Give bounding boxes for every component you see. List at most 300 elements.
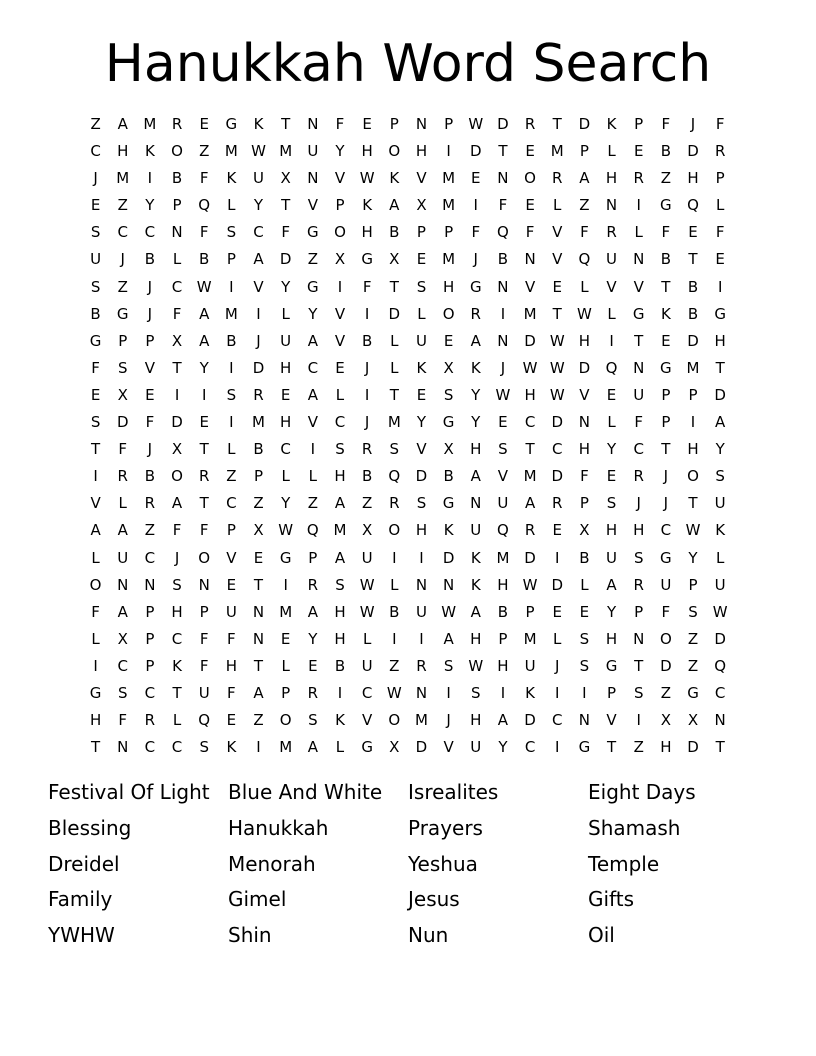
grid-letter: H	[280, 413, 292, 432]
grid-letter: I	[690, 413, 696, 432]
grid-letter: O	[279, 711, 292, 730]
grid-letter: O	[171, 142, 183, 161]
grid-letter: H	[415, 521, 428, 540]
grid-letter: R	[524, 521, 536, 540]
grid-letter: R	[171, 115, 183, 133]
grid-letter: F	[661, 223, 671, 242]
grid-letter: M	[333, 521, 347, 540]
grid-letter: B	[687, 304, 699, 323]
grid-letter: I	[582, 683, 587, 702]
grid-letter: P	[226, 521, 236, 540]
grid-letter: K	[443, 521, 454, 540]
grid-letter: F	[715, 223, 725, 242]
grid-letter: E	[280, 385, 291, 404]
grid-letter: A	[307, 602, 318, 621]
grid-letter: V	[416, 440, 427, 459]
grid-letter: X	[579, 521, 590, 540]
grid-letter: I	[310, 440, 316, 459]
grid-letter: Z	[117, 196, 128, 215]
grid-letter: E	[471, 169, 481, 188]
grid-letter: N	[415, 683, 428, 702]
grid-row	[82, 599, 734, 626]
grid-letter: Z	[90, 115, 101, 133]
grid-letter: T	[199, 494, 209, 513]
grid-letter: V	[443, 738, 454, 757]
grid-letter: H	[225, 656, 237, 675]
grid-letter: F	[172, 304, 182, 323]
grid-letter: F	[118, 440, 128, 459]
grid-letter: H	[497, 575, 509, 594]
word-list-item: Temple	[588, 851, 660, 876]
grid-letter: T	[606, 738, 617, 757]
grid-letter: B	[144, 250, 156, 269]
grid-letter: X	[389, 250, 400, 269]
grid-letter: I	[419, 548, 424, 567]
grid-letter: V	[90, 494, 101, 513]
grid-letter: B	[226, 331, 237, 350]
grid-letter: A	[307, 738, 318, 757]
grid-row	[82, 734, 734, 761]
letter-grid	[82, 111, 734, 761]
grid-letter: L	[553, 629, 562, 648]
grid-letter: I	[419, 629, 424, 648]
grid-letter: L	[715, 196, 725, 215]
grid-letter: L	[281, 467, 290, 486]
grid-letter: X	[253, 521, 264, 540]
grid-letter: D	[524, 548, 536, 567]
grid-letter: P	[688, 575, 698, 594]
grid-letter: F	[715, 115, 725, 133]
grid-letter: S	[335, 440, 345, 459]
grid-letter: K	[389, 169, 400, 188]
grid-letter: W	[549, 358, 565, 377]
grid-letter: H	[280, 358, 292, 377]
grid-letter: V	[334, 169, 346, 188]
grid-letter: O	[659, 629, 672, 648]
grid-letter: P	[661, 413, 671, 432]
grid-letter: M	[252, 413, 265, 432]
grid-letter: X	[660, 711, 671, 730]
grid-letter: V	[144, 358, 156, 377]
grid-row	[82, 192, 734, 219]
grid-letter: L	[118, 494, 127, 513]
grid-letter: I	[283, 575, 288, 594]
grid-letter: P	[444, 223, 454, 242]
grid-letter: Z	[579, 196, 590, 215]
grid-letter: N	[633, 250, 645, 269]
grid-letter: G	[687, 683, 699, 702]
grid-letter: E	[362, 115, 372, 133]
grid-letter: B	[389, 602, 400, 621]
grid-letter: E	[633, 142, 644, 161]
grid-letter: E	[253, 548, 264, 567]
grid-letter: L	[172, 250, 182, 269]
grid-letter: C	[280, 440, 291, 459]
grid-letter: K	[335, 711, 345, 730]
grid-letter: A	[117, 115, 128, 133]
grid-row	[82, 409, 734, 436]
grid-letter: C	[633, 440, 644, 459]
grid-letter: E	[606, 385, 617, 404]
grid-row	[82, 463, 734, 490]
grid-letter: D	[687, 331, 699, 350]
grid-letter: F	[227, 629, 236, 648]
grid-letter: P	[688, 385, 698, 404]
grid-letter: V	[334, 331, 346, 350]
grid-letter: J	[93, 169, 98, 188]
grid-letter: J	[364, 358, 370, 377]
grid-letter: H	[470, 711, 482, 730]
grid-letter: N	[144, 575, 156, 594]
grid-letter: L	[281, 656, 290, 675]
grid-letter: N	[252, 602, 265, 621]
grid-letter: B	[171, 169, 183, 188]
grid-letter: N	[497, 169, 509, 188]
grid-letter: C	[144, 223, 156, 242]
grid-row	[82, 707, 734, 734]
grid-letter: R	[253, 385, 264, 404]
grid-letter: K	[470, 358, 481, 377]
grid-letter: V	[226, 548, 237, 567]
grid-letter: P	[308, 548, 318, 567]
grid-letter: M	[224, 304, 238, 323]
grid-letter: X	[117, 385, 128, 404]
grid-letter: T	[90, 738, 101, 757]
grid-letter: I	[717, 277, 723, 296]
grid-letter: X	[334, 250, 346, 269]
grid-letter: D	[171, 413, 183, 432]
grid-letter: P	[634, 602, 644, 621]
grid-letter: C	[714, 683, 726, 702]
grid-letter: Y	[471, 413, 481, 432]
grid-letter: N	[633, 358, 645, 377]
grid-letter: E	[498, 413, 508, 432]
grid-letter: S	[172, 575, 182, 594]
grid-letter: C	[171, 738, 183, 757]
grid-letter: C	[171, 629, 183, 648]
grid-letter: A	[307, 331, 318, 350]
grid-letter: D	[524, 331, 536, 350]
grid-letter: P	[634, 115, 644, 133]
grid-letter: E	[552, 602, 562, 621]
grid-letter: X	[416, 196, 427, 215]
grid-letter: Y	[416, 413, 427, 432]
grid-letter: P	[416, 223, 426, 242]
grid-letter: M	[116, 169, 130, 188]
grid-letter: I	[364, 304, 370, 323]
grid-letter: N	[497, 277, 509, 296]
word-list-item: Festival Of Light	[48, 780, 210, 804]
grid-letter: J	[500, 358, 506, 377]
word-list-item: Nun	[408, 923, 449, 948]
grid-letter: P	[715, 169, 725, 188]
word-list-item: Menorah	[228, 851, 316, 876]
grid-letter: V	[416, 169, 427, 188]
grid-letter: W	[522, 575, 538, 594]
grid-letter: D	[578, 115, 591, 133]
grid-letter: D	[551, 575, 564, 594]
grid-letter: J	[147, 304, 153, 323]
grid-letter: L	[580, 575, 589, 594]
grid-row	[82, 517, 734, 544]
grid-letter: W	[685, 521, 701, 540]
grid-letter: U	[633, 385, 645, 404]
grid-letter: I	[392, 629, 397, 648]
grid-row	[82, 301, 734, 328]
grid-letter: S	[226, 223, 237, 242]
grid-letter: H	[117, 142, 129, 161]
grid-letter: F	[525, 223, 535, 242]
grid-letter: H	[171, 602, 183, 621]
grid-letter: U	[253, 169, 264, 188]
grid-letter: U	[524, 656, 536, 675]
grid-letter: A	[171, 494, 183, 513]
word-list-item: Gimel	[228, 887, 287, 912]
grid-letter: I	[256, 738, 261, 757]
grid-letter: L	[281, 304, 290, 323]
grid-letter: O	[198, 548, 211, 567]
grid-letter: G	[89, 331, 102, 350]
grid-letter: I	[147, 169, 153, 188]
grid-row	[82, 328, 734, 355]
grid-letter: A	[334, 494, 346, 513]
grid-letter: D	[714, 385, 726, 404]
grid-letter: T	[552, 115, 562, 133]
grid-letter: F	[199, 656, 209, 675]
grid-letter: M	[143, 115, 157, 133]
grid-letter: B	[660, 250, 671, 269]
grid-letter: R	[144, 494, 156, 513]
grid-letter: U	[606, 250, 618, 269]
grid-letter: P	[145, 656, 155, 675]
grid-letter: Z	[362, 494, 373, 513]
grid-letter: I	[201, 385, 207, 404]
grid-letter: W	[386, 683, 402, 702]
grid-letter: I	[636, 711, 641, 730]
grid-letter: K	[715, 521, 726, 540]
grid-letter: A	[253, 250, 264, 269]
grid-letter: E	[579, 602, 590, 621]
grid-letter: L	[91, 548, 100, 567]
grid-letter: Z	[307, 250, 318, 269]
grid-letter: A	[117, 521, 128, 540]
grid-letter: V	[606, 277, 617, 296]
grid-letter: T	[552, 304, 562, 323]
grid-row	[82, 626, 734, 653]
grid-letter: E	[335, 358, 345, 377]
grid-letter: E	[552, 521, 562, 540]
grid-row	[82, 274, 734, 301]
grid-letter: Y	[471, 385, 481, 404]
grid-letter: A	[606, 575, 617, 594]
grid-letter: W	[522, 358, 538, 377]
grid-letter: E	[552, 277, 562, 296]
grid-letter: C	[551, 711, 563, 730]
grid-letter: E	[199, 413, 209, 432]
grid-letter: N	[578, 413, 590, 432]
grid-letter: K	[525, 683, 535, 702]
grid-letter: I	[473, 196, 478, 215]
grid-letter: M	[550, 142, 564, 161]
grid-letter: E	[226, 711, 237, 730]
grid-letter: W	[359, 169, 375, 188]
grid-letter: N	[415, 575, 428, 594]
grid-letter: Y	[308, 629, 318, 648]
grid-letter: W	[468, 115, 484, 133]
grid-letter: M	[523, 467, 537, 486]
grid-letter: F	[199, 629, 209, 648]
grid-letter: B	[497, 250, 509, 269]
grid-letter: D	[714, 629, 726, 648]
grid-letter: M	[279, 602, 293, 621]
grid-letter: B	[334, 656, 346, 675]
grid-letter: N	[470, 494, 482, 513]
grid-letter: B	[687, 277, 699, 296]
grid-letter: F	[661, 602, 671, 621]
grid-letter: R	[198, 467, 210, 486]
grid-letter: Z	[633, 738, 644, 757]
grid-letter: M	[279, 738, 293, 757]
grid-row	[82, 246, 734, 273]
grid-letter: M	[686, 358, 700, 377]
grid-letter: F	[498, 196, 508, 215]
grid-letter: Q	[578, 250, 591, 269]
word-list-item: Prayers	[408, 815, 483, 840]
grid-letter: F	[118, 711, 128, 730]
grid-letter: O	[334, 223, 346, 242]
grid-letter: L	[580, 277, 589, 296]
grid-letter: E	[715, 250, 725, 269]
grid-letter: S	[117, 358, 128, 377]
grid-letter: A	[579, 169, 590, 188]
grid-letter: H	[361, 142, 373, 161]
grid-letter: H	[524, 385, 536, 404]
grid-letter: W	[196, 277, 212, 296]
grid-letter: R	[416, 656, 427, 675]
grid-letter: S	[90, 277, 101, 296]
grid-row	[82, 653, 734, 680]
grid-letter: N	[252, 629, 265, 648]
grid-letter: O	[687, 467, 699, 486]
grid-letter: I	[636, 196, 641, 215]
grid-letter: M	[414, 711, 428, 730]
grid-letter: S	[443, 656, 454, 675]
grid-letter: V	[552, 223, 563, 242]
grid-letter: A	[715, 413, 726, 432]
grid-letter: X	[280, 169, 291, 188]
grid-letter: N	[171, 223, 183, 242]
word-list-item: YWHW	[48, 923, 115, 948]
grid-letter: D	[660, 656, 672, 675]
grid-letter: O	[524, 169, 536, 188]
grid-letter: T	[634, 656, 644, 675]
grid-letter: W	[549, 385, 565, 404]
grid-letter: D	[687, 142, 699, 161]
grid-letter: S	[579, 656, 590, 675]
grid-letter: X	[687, 711, 699, 730]
grid-letter: C	[334, 413, 346, 432]
grid-letter: W	[441, 602, 457, 621]
grid-letter: P	[145, 331, 155, 350]
grid-letter: J	[446, 711, 451, 730]
grid-letter: E	[90, 385, 101, 404]
grid-letter: K	[470, 548, 481, 567]
grid-letter: G	[361, 738, 373, 757]
grid-letter: U	[361, 548, 373, 567]
grid-letter: G	[660, 196, 672, 215]
grid-letter: F	[145, 413, 155, 432]
grid-letter: S	[579, 629, 590, 648]
grid-letter: X	[443, 358, 454, 377]
grid-letter: S	[416, 277, 427, 296]
grid-letter: R	[307, 683, 319, 702]
grid-letter: Z	[389, 656, 400, 675]
grid-letter: X	[362, 521, 373, 540]
grid-letter: Y	[606, 440, 617, 459]
grid-letter: W	[251, 142, 266, 161]
grid-letter: R	[117, 467, 128, 486]
grid-letter: Y	[715, 440, 725, 459]
grid-letter: R	[633, 467, 644, 486]
word-list-item: Shamash	[588, 815, 681, 840]
grid-letter: Q	[198, 711, 211, 730]
grid-letter: T	[688, 250, 698, 269]
grid-letter: V	[633, 277, 644, 296]
grid-letter: M	[442, 250, 456, 269]
grid-letter: I	[446, 142, 451, 161]
word-list-item: Isrealites	[408, 780, 499, 804]
grid-letter: U	[714, 575, 726, 594]
grid-letter: A	[334, 548, 346, 567]
grid-letter: M	[224, 142, 238, 161]
grid-letter: G	[660, 548, 672, 567]
grid-letter: H	[578, 331, 591, 350]
word-list-item: Jesus	[408, 887, 460, 912]
grid-letter: C	[144, 683, 156, 702]
grid-letter: M	[523, 304, 537, 323]
grid-letter: E	[525, 142, 535, 161]
grid-letter: Z	[253, 494, 264, 513]
grid-letter: T	[389, 277, 399, 296]
grid-letter: T	[389, 385, 399, 404]
word-list-item: Hanukkah	[228, 815, 329, 840]
grid-letter: Z	[144, 521, 156, 540]
grid-letter: B	[443, 467, 454, 486]
grid-letter: C	[144, 548, 156, 567]
grid-letter: E	[661, 331, 671, 350]
grid-letter: G	[307, 223, 319, 242]
grid-letter: C	[90, 142, 101, 161]
grid-letter: H	[578, 440, 591, 459]
grid-letter: U	[470, 521, 482, 540]
grid-letter: W	[468, 656, 484, 675]
grid-letter: H	[633, 521, 645, 540]
grid-letter: B	[144, 467, 156, 486]
grid-letter: P	[498, 629, 508, 648]
grid-letter: L	[417, 304, 426, 323]
grid-letter: X	[171, 331, 183, 350]
grid-letter: D	[551, 467, 564, 486]
grid-letter: V	[579, 385, 590, 404]
grid-letter: R	[307, 575, 319, 594]
grid-letter: N	[415, 115, 428, 133]
grid-letter: G	[442, 413, 455, 432]
grid-letter: P	[579, 494, 589, 513]
grid-letter: G	[605, 656, 618, 675]
grid-letter: T	[172, 358, 182, 377]
grid-letter: L	[553, 196, 562, 215]
grid-letter: I	[555, 738, 560, 757]
